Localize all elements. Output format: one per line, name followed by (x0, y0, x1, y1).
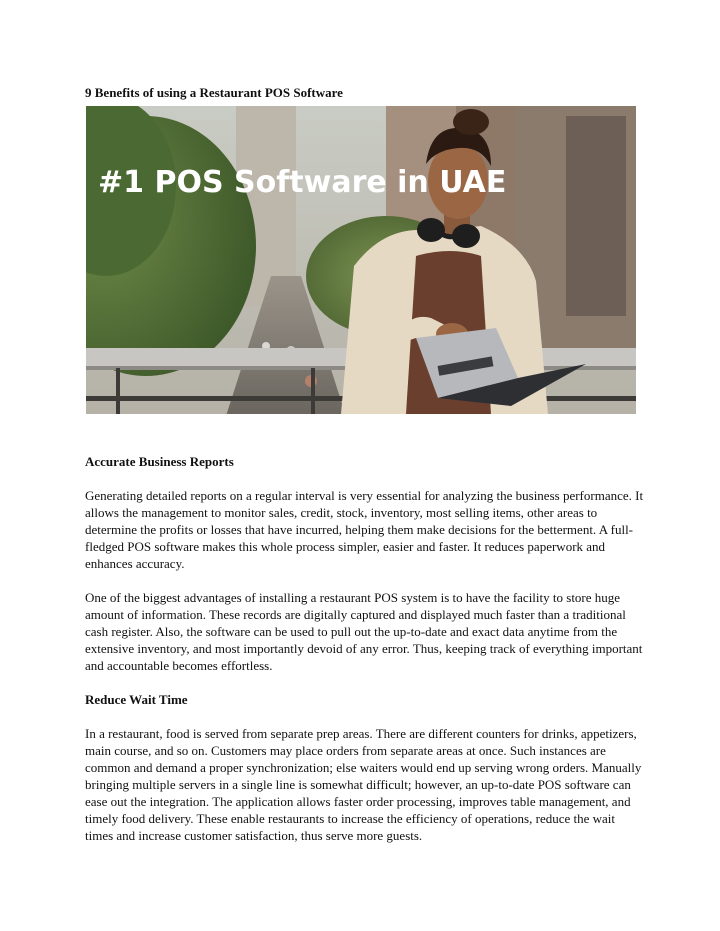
section-heading: Accurate Business Reports (85, 454, 234, 469)
document-title: 9 Benefits of using a Restaurant POS Software (85, 85, 343, 100)
section-heading: Reduce Wait Time (85, 692, 188, 707)
section-paragraph: In a restaurant, food is served from separate prep areas. There are different counters for drinks, appetizers, main course, and so on. Customers may place orders from separate areas at once. Such instances are common and demand a proper synchronization; else waiters would end up serving wrong orders. Manually bringing multiple servers in a single line is somewhat difficult; however, an up-to-date POS software can ease out the integration. The application allows faster order processing, improves table management, and timely food delivery. These enable restaurants to increase the efficiency of operations, reduce the wait times and increase customer satisfaction, thus serve more guests. (85, 726, 642, 843)
section-paragraph: Generating detailed reports on a regular interval is very essential for analyzing the business performance. It allows the management to monitor sales, credit, stock, inventory, most selling items, other areas to determine the profits or losses that have incurred, helping them make decisions for the betterment. A full-fledged POS software makes this whole process simpler, easier and faster. It reduces paperwork and enhances accuracy. (85, 488, 644, 571)
hero-image (86, 106, 636, 414)
hero-overlay-text: #1 POS Software in UAE (98, 165, 507, 200)
document-body (85, 453, 645, 861)
section-paragraph: One of the biggest advantages of installing a restaurant POS system is to have the facility to store huge amount of information. These records are digitally captured and displayed much faster than a traditional cash register. Also, the software can be used to pull out the up-to-date and exact data anytime from the extensive inventory, and most importantly devoid of any error. Thus, keeping track of everything important and accountable becomes effortless. (85, 590, 643, 673)
